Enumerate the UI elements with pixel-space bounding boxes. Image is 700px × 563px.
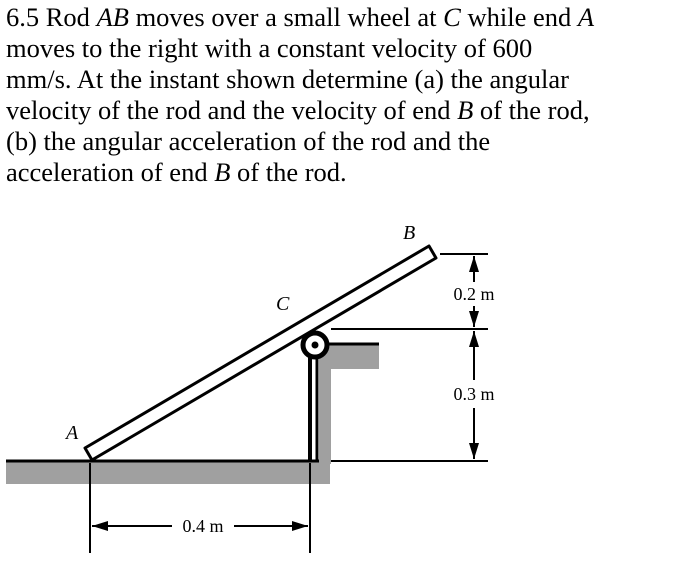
problem-text: moves to the right with a constant velocity of 600 (6, 33, 533, 63)
dim-lower-label: 0.3 m (453, 384, 495, 404)
label-point-a: A (66, 422, 79, 444)
problem-text: mm/s. At the instant shown determine (a) the angular (6, 64, 569, 94)
problem-symbol: C (443, 2, 461, 32)
label-point-c: C (276, 293, 290, 315)
problem-text: 6.5 Rod (6, 2, 97, 32)
ground-hatch (6, 462, 330, 484)
dim-horizontal-label: 0.4 m (182, 516, 224, 536)
problem-symbol: B (457, 95, 474, 125)
problem-text: of the rod. (230, 157, 347, 187)
problem-text: while end (460, 2, 578, 32)
dim-arrow-right (292, 521, 308, 531)
problem-text: of the rod, (473, 95, 590, 125)
dim-upper-arrow-bottom (469, 311, 479, 327)
problem-text: (b) the angular acceleration of the rod and the (6, 126, 491, 156)
problem-text: acceleration of end (6, 157, 215, 187)
problem-text: moves over a small wheel at (128, 2, 444, 32)
dim-lower-arrow-top (469, 331, 479, 347)
dim-arrow-left (92, 521, 108, 531)
problem-symbol: B (214, 157, 231, 187)
problem-text: velocity of the rod and the velocity of end (6, 95, 458, 125)
wheel-c (303, 333, 327, 357)
problem-symbol: AB (96, 2, 129, 32)
label-point-b: B (403, 222, 416, 244)
dim-lower-arrow-bottom (469, 443, 479, 459)
rod-ab (85, 246, 436, 460)
dim-upper-label: 0.2 m (453, 284, 495, 304)
problem-symbol: A (577, 2, 595, 32)
dim-upper-arrow-top (469, 256, 479, 272)
